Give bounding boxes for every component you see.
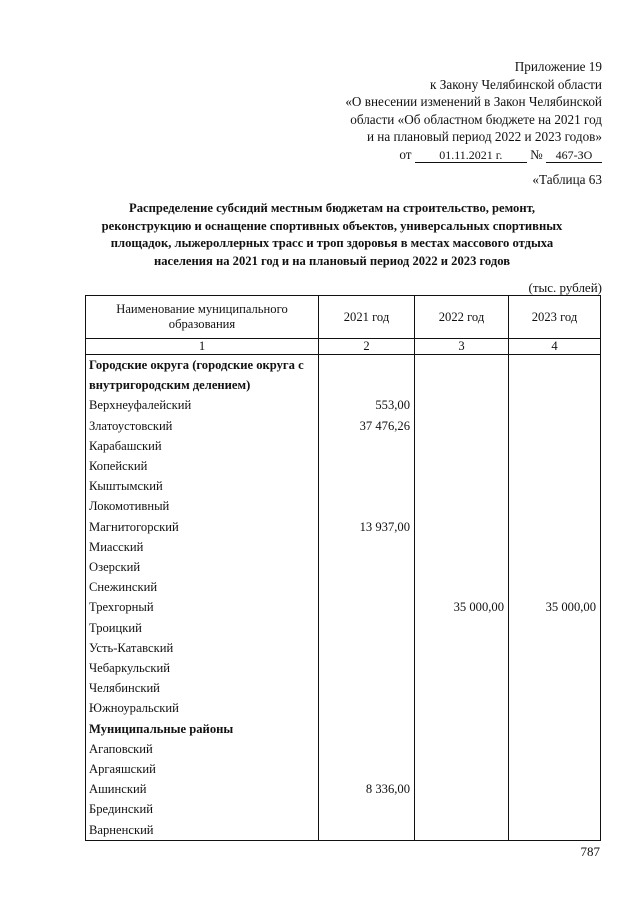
municipality-name: Кыштымский	[86, 476, 319, 496]
municipality-name: Локомотивный	[86, 496, 319, 516]
value-2022	[415, 577, 509, 597]
column-number: 2	[319, 339, 415, 355]
value-2023	[509, 719, 601, 739]
table-row	[86, 537, 601, 557]
table-row	[86, 436, 601, 456]
table-row	[86, 678, 601, 698]
page-number: 787	[580, 844, 600, 859]
value-2023	[509, 820, 601, 841]
municipality-name: Агаповский	[86, 739, 319, 759]
table-row	[86, 779, 601, 799]
municipality-name: Аргаяшский	[86, 759, 319, 779]
value-2023	[509, 355, 601, 396]
value-2023	[509, 395, 601, 415]
appendix-line-5: и на плановый период 2022 и 2023 годов»	[366, 129, 602, 144]
value-2022	[415, 537, 509, 557]
table-row	[86, 355, 601, 396]
value-2021	[319, 476, 415, 496]
law-signature-line	[345, 146, 602, 164]
municipality-name: Магнитогорский	[86, 517, 319, 537]
value-2023	[509, 779, 601, 799]
value-2021	[319, 456, 415, 476]
municipality-name: Карабашский	[86, 436, 319, 456]
value-2022: 35 000,00	[415, 597, 509, 617]
value-2021	[319, 719, 415, 739]
municipality-name: Трехгорный	[86, 597, 319, 617]
table-row	[86, 658, 601, 678]
value-2022	[415, 658, 509, 678]
value-2022	[415, 820, 509, 841]
subsidy-table	[85, 295, 601, 841]
value-2021	[319, 698, 415, 718]
municipality-name: Верхнеуфалейский	[86, 395, 319, 415]
value-2021	[319, 799, 415, 819]
value-2022	[415, 355, 509, 396]
column-number: 3	[415, 339, 509, 355]
value-2023	[509, 638, 601, 658]
law-number: 467-ЗО	[546, 148, 602, 163]
table-row	[86, 799, 601, 819]
table-row	[86, 759, 601, 779]
header-2021: 2021 год	[319, 296, 415, 339]
value-2021: 13 937,00	[319, 517, 415, 537]
header-municipality: Наименование муниципального образования	[86, 296, 319, 339]
value-2023	[509, 476, 601, 496]
value-2021	[319, 557, 415, 577]
from-label: от	[399, 146, 412, 162]
municipality-name: Ашинский	[86, 779, 319, 799]
municipality-name: Озерский	[86, 557, 319, 577]
municipality-name: Городские округа (городские округа с внутригородским делением)	[86, 355, 319, 396]
appendix-header	[345, 58, 602, 163]
value-2022	[415, 779, 509, 799]
table-row	[86, 496, 601, 516]
municipality-name: Златоустовский	[86, 416, 319, 436]
table-row	[86, 456, 601, 476]
table-row	[86, 698, 601, 718]
municipality-name: Брединский	[86, 799, 319, 819]
municipality-name: Южноуральский	[86, 698, 319, 718]
law-date: 01.11.2021 г.	[415, 148, 527, 163]
value-2021: 37 476,26	[319, 416, 415, 436]
value-2023	[509, 799, 601, 819]
number-label: №	[530, 146, 543, 162]
value-2022	[415, 618, 509, 638]
value-2022	[415, 557, 509, 577]
table-row	[86, 597, 601, 617]
units-label: (тыс. рублей)	[528, 280, 602, 295]
value-2021	[319, 436, 415, 456]
value-2022	[415, 739, 509, 759]
table-row	[86, 517, 601, 537]
value-2023	[509, 618, 601, 638]
municipality-name: Миасский	[86, 537, 319, 557]
value-2021	[319, 577, 415, 597]
municipality-name: Копейский	[86, 456, 319, 476]
value-2022	[415, 799, 509, 819]
table-row	[86, 820, 601, 841]
appendix-line-1: Приложение 19	[514, 59, 602, 74]
value-2021	[319, 658, 415, 678]
column-number-row	[86, 339, 601, 355]
value-2022	[415, 638, 509, 658]
value-2022	[415, 496, 509, 516]
value-2022	[415, 759, 509, 779]
value-2023	[509, 517, 601, 537]
appendix-line-3: «О внесении изменений в Закон Челябинской	[345, 94, 602, 109]
value-2021	[319, 739, 415, 759]
table-row	[86, 476, 601, 496]
value-2023	[509, 577, 601, 597]
document-title: Распределение субсидий местным бюджетам на строительство, ремонт, реконструкцию и оснащение спортивных объектов, универсальных спортивных площадок, лыжероллерных трасс и троп здоровья в местах массового отдыха населения на 2021 год и на плановый период 2022 и 2023 годов	[101, 201, 563, 268]
municipality-name: Троицкий	[86, 618, 319, 638]
value-2023	[509, 496, 601, 516]
value-2023	[509, 698, 601, 718]
table-row	[86, 719, 601, 739]
table-row	[86, 577, 601, 597]
value-2023	[509, 456, 601, 476]
municipality-name: Варненский	[86, 820, 319, 841]
column-number: 4	[509, 339, 601, 355]
value-2023	[509, 739, 601, 759]
value-2021: 8 336,00	[319, 779, 415, 799]
value-2021: 553,00	[319, 395, 415, 415]
table-row	[86, 638, 601, 658]
value-2021	[319, 355, 415, 396]
value-2022	[415, 476, 509, 496]
appendix-line-2: к Закону Челябинской области	[430, 76, 602, 92]
value-2021	[319, 597, 415, 617]
value-2023	[509, 658, 601, 678]
value-2022	[415, 517, 509, 537]
header-2023: 2023 год	[509, 296, 601, 339]
value-2023	[509, 436, 601, 456]
table-header-row	[86, 296, 601, 339]
value-2023	[509, 678, 601, 698]
value-2023	[509, 416, 601, 436]
value-2021	[319, 537, 415, 557]
value-2021	[319, 496, 415, 516]
municipality-name: Усть-Катавский	[86, 638, 319, 658]
value-2021	[319, 759, 415, 779]
value-2022	[415, 719, 509, 739]
municipality-name: Челябинский	[86, 678, 319, 698]
value-2022	[415, 436, 509, 456]
value-2021	[319, 820, 415, 841]
table-reference: «Таблица 63	[532, 172, 602, 187]
table-row	[86, 739, 601, 759]
value-2023	[509, 537, 601, 557]
table-row	[86, 395, 601, 415]
value-2022	[415, 395, 509, 415]
value-2023	[509, 759, 601, 779]
value-2023	[509, 557, 601, 577]
column-number: 1	[86, 339, 319, 355]
municipality-name: Снежинский	[86, 577, 319, 597]
value-2022	[415, 416, 509, 436]
municipality-name: Муниципальные районы	[86, 719, 319, 739]
value-2021	[319, 638, 415, 658]
municipality-name: Чебаркульский	[86, 658, 319, 678]
value-2022	[415, 678, 509, 698]
value-2021	[319, 678, 415, 698]
value-2023: 35 000,00	[509, 597, 601, 617]
value-2021	[319, 618, 415, 638]
value-2022	[415, 456, 509, 476]
table-row	[86, 557, 601, 577]
table-row	[86, 618, 601, 638]
table-row	[86, 416, 601, 436]
appendix-line-4: области «Об областном бюджете на 2021 год	[350, 111, 602, 127]
header-2022: 2022 год	[415, 296, 509, 339]
value-2022	[415, 698, 509, 718]
